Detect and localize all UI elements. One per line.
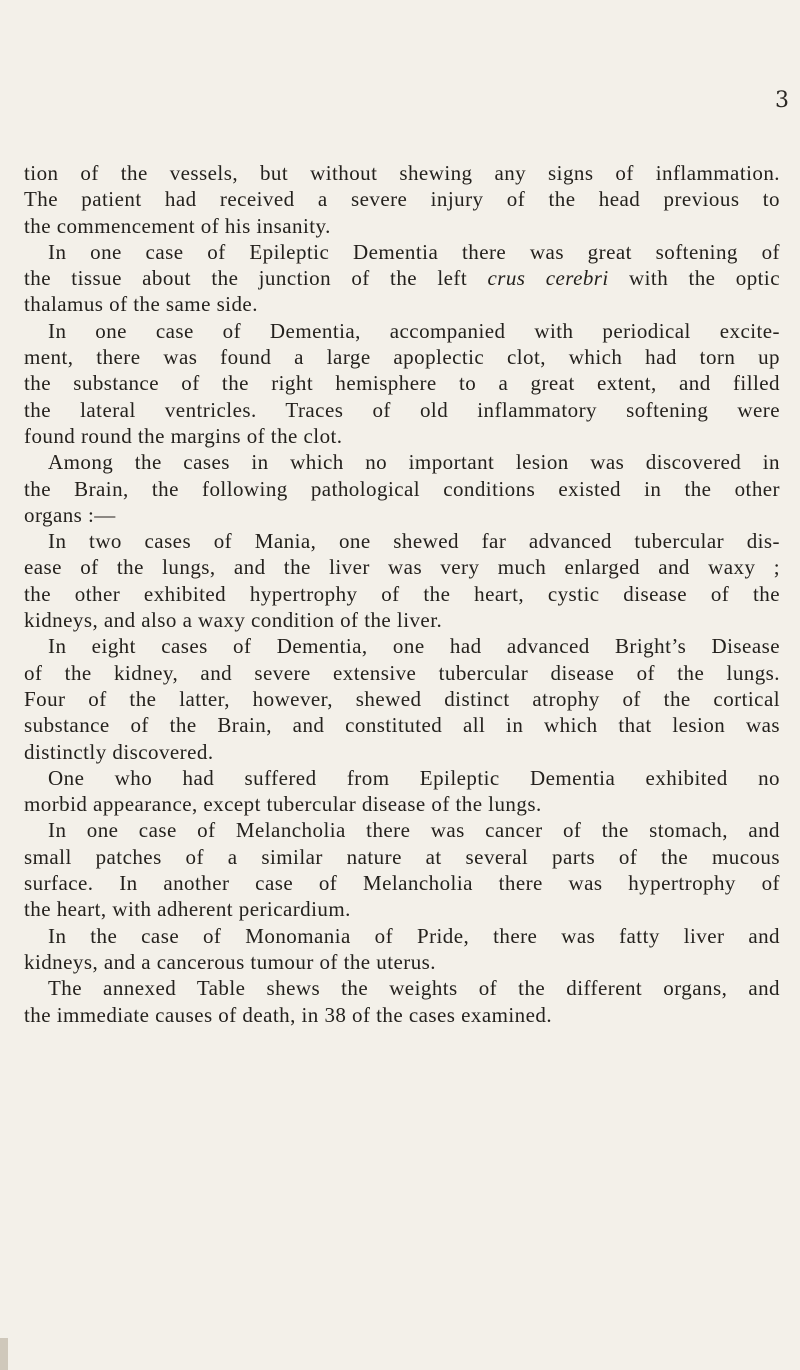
text-line: the substance of the right hemisphere to a great extent, and filled: [24, 371, 780, 396]
text-line: In one case of Epileptic Dementia there was great softening of: [48, 239, 780, 264]
text-line: ment, there was found a large apoplectic clot, which had torn up: [24, 345, 780, 370]
text-line: [24, 265, 780, 291]
body-text: [24, 160, 780, 1028]
text-line: kidneys, and also a waxy condition of the liver.: [24, 608, 443, 633]
text-line: the commencement of his insanity.: [24, 213, 331, 238]
text-line: found round the margins of the clot.: [24, 423, 343, 448]
text-segment: the tissue about the junction of the left: [24, 266, 468, 291]
text-line: ease of the lungs, and the liver was very much enlarged and waxy ;: [24, 555, 780, 580]
text-line: the lateral ventricles. Traces of old inflammatory softening were: [24, 397, 780, 422]
text-line: One who had suffered from Epileptic Dementia exhibited no: [48, 765, 780, 790]
text-line: of the kidney, and severe extensive tubercular disease of the lungs.: [24, 660, 780, 685]
text-line: kidneys, and a cancerous tumour of the uterus.: [24, 949, 436, 974]
text-line: the heart, with adherent pericardium.: [24, 897, 351, 922]
text-line: substance of the Brain, and constituted all in which that lesion was: [24, 713, 780, 738]
text-line: distinctly discovered.: [24, 739, 214, 764]
text-line: tion of the vessels, but without shewing any signs of inflammation.: [24, 161, 780, 185]
text-line: Among the cases in which no important lesion was discovered in: [48, 450, 780, 475]
text-line: In one case of Melancholia there was cancer of the stomach, and: [48, 818, 780, 843]
text-line: surface. In another case of Melancholia there was hypertrophy of: [24, 871, 780, 896]
text-line: organs :—: [24, 502, 116, 527]
text-line: In one case of Dementia, accompanied with periodical excite-: [48, 318, 780, 343]
text-segment: with the optic: [629, 266, 780, 291]
text-line: the Brain, the following pathological conditions existed in the other: [24, 476, 780, 501]
text-line: morbid appearance, except tubercular disease of the lungs.: [24, 792, 542, 817]
text-line: The patient had received a severe injury of the head previous to: [24, 187, 780, 212]
text-line: In eight cases of Dementia, one had advanced Bright’s Disease: [48, 634, 780, 659]
text-line: The annexed Table shews the weights of the different organs, and: [48, 976, 780, 1001]
latin-term: crus cerebri: [487, 266, 609, 291]
text-line: In the case of Monomania of Pride, there was fatty liver and: [48, 923, 780, 948]
text-line: In two cases of Mania, one shewed far advanced tubercular dis-: [48, 529, 780, 554]
text-line: thalamus of the same side.: [24, 292, 258, 317]
text-line: small patches of a similar nature at several parts of the mucous: [24, 844, 780, 869]
text-line: the immediate causes of death, in 38 of the cases examined.: [24, 1002, 553, 1027]
page-edge-mark: [0, 1338, 8, 1370]
text-line: the other exhibited hypertrophy of the heart, cystic disease of the: [24, 581, 780, 606]
page-number: 3: [775, 88, 789, 113]
text-line: Four of the latter, however, shewed distinct atrophy of the cortical: [24, 686, 780, 711]
